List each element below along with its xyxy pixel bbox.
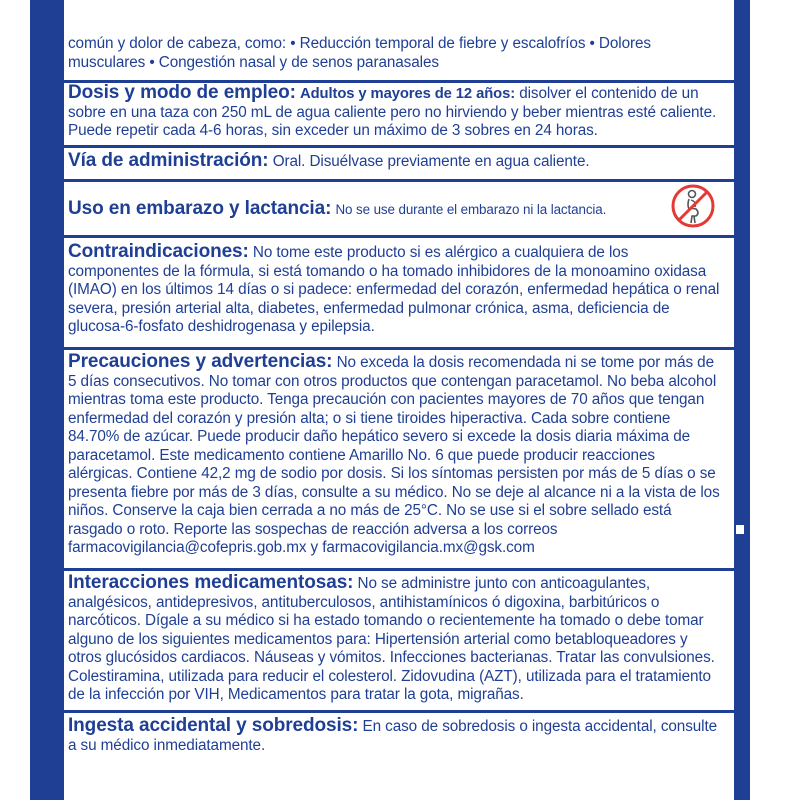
precauciones-heading: Precauciones y advertencias: (68, 351, 333, 372)
contraindicaciones-text: No tome este producto si es alérgico a cualquiera de los componentes de la fórmula, si está tomando o ha tomado inhibidores de la monoamino oxidasa (IMAO) en los últimos 14 días o si padece: enfermedad del corazón, enfermedad hepática o renal severa, presión arterial alta, diabetes, enfermedad pulmonar crónica, asma, deficiencia de glucosa-6-fosfato deshidrogenasa y epilepsia. (68, 244, 720, 335)
dosis-heading: Dosis y modo de empleo: (68, 82, 296, 103)
via-section (68, 152, 722, 172)
dosis-text: disolver el contenido de un sobre en una taza con 250 mL de agua caliente pero no hirviendo y beber mientras esté caliente. Puede repetir cada 4-6 horas, sin exceder un máximo de 3 sobres en 24 horas. (68, 85, 717, 139)
divider (64, 710, 734, 713)
contraindicaciones-heading: Contraindicaciones: (68, 241, 249, 262)
intro-text: común y dolor de cabeza, como: • Reducción temporal de fiebre y escalofríos • Dolores musculares • Congestión nasal y de senos paranasales (68, 35, 651, 71)
dosis-subheading: Adultos y mayores de 12 años: (300, 86, 516, 102)
via-text: Oral. Disuélvase previamente en agua caliente. (272, 153, 590, 170)
interacciones-text: No se administre junto con anticoagulantes, analgésicos, antidepresivos, antituberculosos, antihistamínicos ó digoxina, barbitúricos o narcóticos. Dígale a su médico si ha estado tomando o recientemente ha tomado o debe tomar alguno de los siguientes medicamentos para: Hipertensión arterial como betabloqueadores y otros glucósidos cardiacos. Náuseas y vómitos. Infecciones bacterianas. Tratar las convulsiones. Colestiramina, utilizada para reducir el colesterol. Zidovudina (AZT), utilizada para el tratamiento de la infección por VIH, Medicamentos para tratar la gota, migrañas. (68, 575, 715, 703)
dosis-section (68, 84, 722, 141)
interacciones-section (68, 574, 722, 705)
divider (64, 235, 734, 238)
divider (64, 347, 734, 350)
contraindicaciones-section (68, 243, 722, 337)
divider (64, 179, 734, 182)
divider (64, 145, 734, 148)
via-heading: Vía de administración: (68, 150, 269, 171)
precauciones-text: No exceda la dosis recomendada ni se tome por más de 5 días consecutivos. No tomar con otros productos que contengan paracetamol. No beba alcohol mientras toma este producto. Tenga precaución con pacientes mayores de 70 años que tengan enfermedad del corazón y presión alta; o si tiene tiroides hiperactiva. Cada sobre contiene 84.70% de azúcar. Puede producir daño hepático severo si excede la dosis diaria máxima de paracetamol. Este medicamento contiene Amarillo No. 6 que puede producir reacciones alérgicas. Contiene 42,2 mg de sodio por dosis. Si los síntomas persisten por más de 5 días o se presenta fiebre por más de 3 días, consulte a su médico. No se deje al alcance ni a la vista de los niños. Conserve la caja bien cerrada a no más de 25°C. No se use si el sobre sellado está rasgado o roto. Reporte las sospechas de reacción adversa a los correos farmacovigilancia@cofepris.gob.mx y farmacovigilancia.mx@gsk.com (68, 354, 720, 556)
ingesta-heading: Ingesta accidental y sobredosis: (68, 715, 359, 736)
ingesta-text: En caso de sobredosis o ingesta accidental, consulte a su médico inmediatamente. (68, 718, 718, 754)
left-blue-band (30, 0, 64, 800)
divider (64, 568, 734, 571)
no-pregnancy-icon (670, 183, 716, 229)
right-blue-band (734, 0, 750, 800)
band-notch (736, 525, 744, 534)
interacciones-heading: Interacciones medicamentosas: (68, 572, 354, 593)
embarazo-heading: Uso en embarazo y lactancia: (68, 198, 332, 219)
embarazo-text: No se use durante el embarazo ni la lactancia. (335, 202, 607, 217)
precauciones-section (68, 353, 722, 558)
ingesta-section (68, 717, 722, 755)
embarazo-section (68, 200, 722, 220)
intro-section (68, 35, 722, 72)
